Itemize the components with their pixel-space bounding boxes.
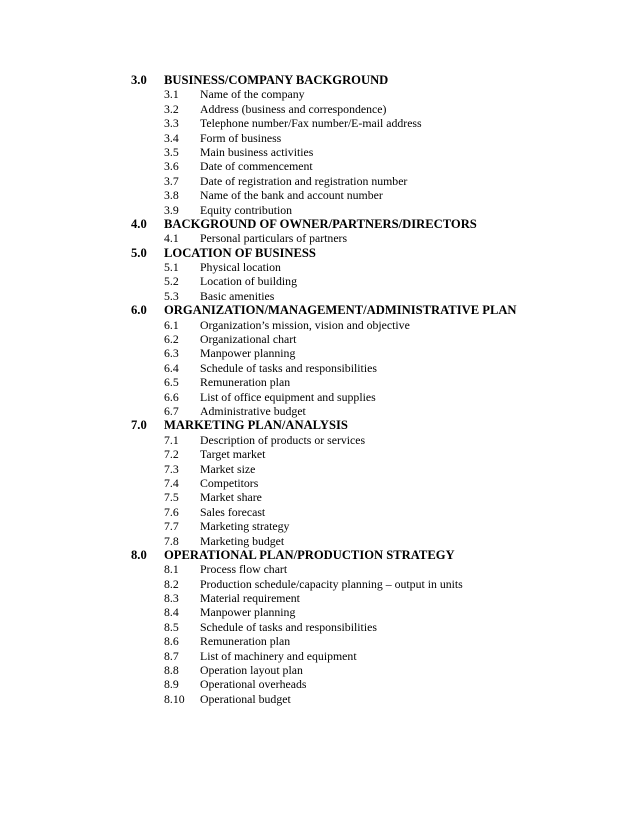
item-number: 3.1 [164, 87, 179, 102]
list-item [164, 188, 551, 202]
item-text: Manpower planning [200, 605, 296, 620]
list-item [164, 260, 551, 274]
item-number: 8.6 [164, 634, 179, 649]
list-item [164, 289, 551, 303]
section-number: 3.0 [131, 73, 147, 87]
section-heading [131, 548, 551, 562]
item-text: Personal particulars of partners [200, 231, 348, 246]
item-text: Competitors [200, 475, 259, 490]
item-number: 7.7 [164, 519, 179, 534]
item-number: 5.2 [164, 274, 179, 289]
list-item [164, 605, 551, 619]
item-text: Date of registration and registration number [200, 173, 408, 188]
item-text: Location of building [200, 274, 297, 289]
list-item [164, 346, 551, 360]
list-item [164, 634, 551, 648]
item-text: Schedule of tasks and responsibilities [200, 619, 377, 634]
list-item [164, 591, 551, 605]
item-text: Organizational chart [200, 332, 297, 347]
document-outline [131, 73, 551, 706]
item-number: 7.3 [164, 461, 179, 476]
section-item-list [131, 562, 551, 706]
item-text: Address (business and correspondence) [200, 101, 387, 116]
item-number: 3.6 [164, 159, 179, 174]
section-item-list [131, 231, 551, 245]
item-text: Operational overheads [200, 677, 307, 692]
item-text: Form of business [200, 130, 282, 145]
list-item [164, 534, 551, 548]
outline-section [131, 217, 551, 246]
item-text: Name of the company [200, 87, 305, 102]
item-number: 8.5 [164, 619, 179, 634]
item-number: 4.1 [164, 231, 179, 246]
item-number: 8.9 [164, 677, 179, 692]
item-number: 5.3 [164, 288, 179, 303]
list-item [164, 677, 551, 691]
item-text: Process flow chart [200, 562, 288, 577]
list-item [164, 519, 551, 533]
list-item [164, 476, 551, 490]
section-heading [131, 246, 551, 260]
outline-section [131, 548, 551, 706]
section-heading [131, 303, 551, 317]
outline-section [131, 418, 551, 548]
item-number: 8.4 [164, 605, 179, 620]
item-text: Remuneration plan [200, 375, 291, 390]
list-item [164, 318, 551, 332]
item-number: 8.10 [164, 691, 185, 706]
item-text: Basic amenities [200, 288, 275, 303]
list-item [164, 577, 551, 591]
item-number: 6.1 [164, 317, 179, 332]
item-number: 7.1 [164, 432, 179, 447]
section-item-list [131, 318, 551, 419]
section-title: OPERATIONAL PLAN/PRODUCTION STRATEGY [164, 547, 455, 562]
item-text: Date of commencement [200, 159, 313, 174]
item-number: 6.6 [164, 389, 179, 404]
item-text: Marketing strategy [200, 519, 290, 534]
section-number: 7.0 [131, 418, 147, 433]
item-text: Operational budget [200, 691, 291, 706]
item-text: Material requirement [200, 591, 300, 606]
item-text: List of office equipment and supplies [200, 389, 376, 404]
section-title: ORGANIZATION/MANAGEMENT/ADMINISTRATIVE PLAN [164, 303, 517, 318]
item-number: 6.5 [164, 375, 179, 390]
item-number: 6.2 [164, 332, 179, 347]
outline-section [131, 303, 551, 418]
list-item [164, 116, 551, 130]
item-number: 3.8 [164, 188, 179, 203]
item-text: Sales forecast [200, 504, 266, 519]
item-text: Production schedule/capacity planning – output in units [200, 576, 463, 591]
list-item [164, 203, 551, 217]
item-number: 6.3 [164, 346, 179, 361]
section-item-list [131, 260, 551, 303]
item-number: 7.8 [164, 533, 179, 548]
item-number: 3.5 [164, 144, 179, 159]
item-number: 8.3 [164, 591, 179, 606]
list-item [164, 490, 551, 504]
list-item [164, 505, 551, 519]
item-text: Operation layout plan [200, 663, 303, 678]
section-heading [131, 418, 551, 432]
list-item [164, 663, 551, 677]
list-item [164, 562, 551, 576]
section-number: 4.0 [131, 216, 147, 231]
list-item [164, 404, 551, 418]
list-item [164, 102, 551, 116]
item-text: Equity contribution [200, 202, 293, 217]
list-item [164, 145, 551, 159]
item-text: Schedule of tasks and responsibilities [200, 360, 377, 375]
item-text: List of machinery and equipment [200, 648, 357, 663]
list-item [164, 375, 551, 389]
item-text: Market share [200, 490, 262, 505]
list-item [164, 332, 551, 346]
item-text: Name of the bank and account number [200, 188, 383, 203]
item-number: 6.4 [164, 360, 179, 375]
list-item [164, 361, 551, 375]
item-number: 6.7 [164, 403, 179, 418]
list-item [164, 433, 551, 447]
outline-section [131, 246, 551, 304]
list-item [164, 390, 551, 404]
list-item [164, 274, 551, 288]
item-number: 7.5 [164, 490, 179, 505]
section-number: 6.0 [131, 303, 147, 318]
section-heading [131, 73, 551, 87]
item-number: 3.4 [164, 130, 179, 145]
section-title: BACKGROUND OF OWNER/PARTNERS/DIRECTORS [164, 216, 477, 231]
item-number: 3.9 [164, 202, 179, 217]
item-number: 3.3 [164, 116, 179, 131]
item-text: Manpower planning [200, 346, 296, 361]
item-text: Market size [200, 461, 256, 476]
section-title: MARKETING PLAN/ANALYSIS [164, 418, 348, 433]
item-text: Description of products or services [200, 432, 366, 447]
outline-section [131, 73, 551, 217]
item-number: 3.7 [164, 173, 179, 188]
item-text: Main business activities [200, 144, 314, 159]
section-title: BUSINESS/COMPANY BACKGROUND [164, 73, 389, 87]
list-item [164, 231, 551, 245]
item-text: Remuneration plan [200, 634, 291, 649]
list-item [164, 159, 551, 173]
list-item [164, 87, 551, 101]
section-item-list [131, 433, 551, 548]
item-number: 8.1 [164, 562, 179, 577]
section-number: 5.0 [131, 245, 147, 260]
list-item [164, 174, 551, 188]
item-text: Telephone number/Fax number/E-mail address [200, 116, 422, 131]
list-item [164, 692, 551, 706]
item-number: 7.6 [164, 504, 179, 519]
item-number: 8.2 [164, 576, 179, 591]
item-number: 7.4 [164, 475, 179, 490]
item-number: 5.1 [164, 260, 179, 275]
list-item [164, 462, 551, 476]
item-text: Marketing budget [200, 533, 285, 548]
list-item [164, 447, 551, 461]
list-item [164, 649, 551, 663]
item-number: 7.2 [164, 447, 179, 462]
item-number: 3.2 [164, 101, 179, 116]
section-number: 8.0 [131, 547, 147, 562]
section-item-list [131, 87, 551, 217]
item-number: 8.7 [164, 648, 179, 663]
section-heading [131, 217, 551, 231]
item-number: 8.8 [164, 663, 179, 678]
item-text: Target market [200, 447, 266, 462]
list-item [164, 620, 551, 634]
item-text: Physical location [200, 260, 281, 275]
section-title: LOCATION OF BUSINESS [164, 245, 316, 260]
item-text: Organization’s mission, vision and objective [200, 317, 410, 332]
item-text: Administrative budget [200, 403, 306, 418]
list-item [164, 131, 551, 145]
